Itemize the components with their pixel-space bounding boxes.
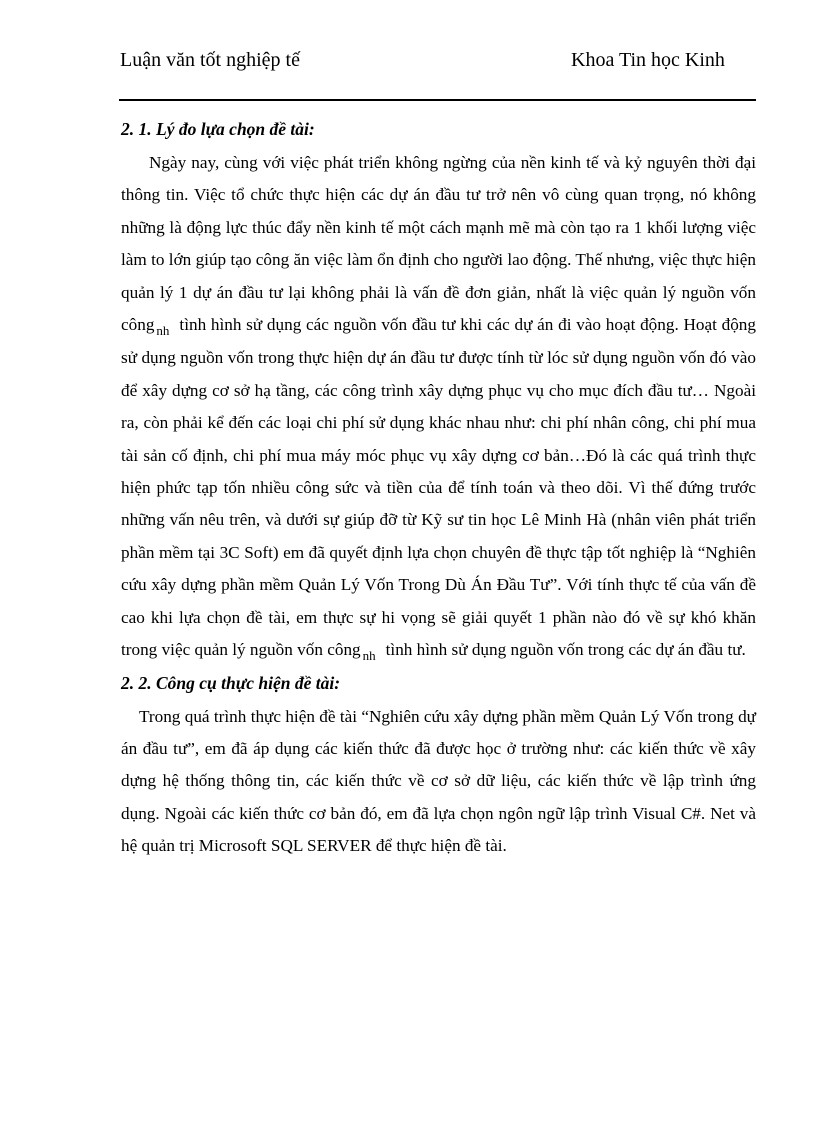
header-right-title: Khoa Tin học Kinh [571,49,725,71]
paragraph-1-text-b: tình hình sử dụng các nguồn vốn đầu tư khi các dự án đi vào hoạt động. Hoạt động sử dụng nguồn vốn trong thực hiện dự án đầu tư được tính từ lóc sử dụng nguồn vốn đó vào để xây dựng cơ sở hạ tầng, các công trình xây dựng phục vụ cho mục đích đầu tư… Ngoài ra, còn phải kể đến các loại chi phí sử dụng khác nhau như: chi phí nhân công, chi phí mua tài sản cố định, chi phí mua máy móc phục vụ xây dựng cơ bản…Đó là các quá trình thực hiện phức tạp tốn nhiều công sức và tiền của để tính toán và theo dõi. Vì thế đứng trước những vấn nêu trên, và dưới sự giúp đỡ từ Kỹ sư tin học Lê Minh Hà (nhân viên phát triển phần mềm tại 3C Soft) em đã quyết định lựa chọn chuyên đề thực tập tốt nghiệp là “Nghiên cứu xây dựng phần mềm Quản Lý Vốn Trong Dù Án Đầu Tư”. Với tính thực tế của vấn đề cao khi lựa chọn đề tài, em thực sự hi vọng sẽ giải quyết 1 phần nào đó về sự khó khăn trong việc quản lý nguồn vốn công [121,315,756,660]
section-heading-2: 2. 2. Công cụ thực hiện đề tài: [121,672,341,693]
document-body [121,116,756,863]
section-paragraph-2: Trong quá trình thực hiện đề tài “Nghiên cứu xây dựng phần mềm Quản Lý Vốn trong dự án đầu tư”, em đã áp dụng các kiến thức đã được học ở trường như: các kiến thức về xây dựng hệ thống thông tin, các kiến thức về cơ sở dữ liệu, các kiến thức về lập trình ứng dụng. Ngoài các kiến thức cơ bản đó, em đã lựa chọn ngôn ngữ lập trình Visual C#. Net và hệ quản trị Microsoft SQL SERVER để thực hiện đề tài. [121,706,756,856]
paragraph-1-subscript-a: nh [156,323,170,339]
paragraph-1-subscript-b: nh [362,648,376,664]
paragraph-1-text-c: tình hình sử dụng nguồn vốn trong các dự án đầu tư. [385,640,746,660]
section-heading-1: 2. 1. Lý đo lựa chọn đề tài: [121,119,315,139]
paragraph-1-text-a: Ngày nay, cùng với việc phát triển không ngừng của nền kinh tế và kỷ nguyên thời đại thông tin. Việc tổ chức thực hiện các dự án đầu tư trở nên vô cùng quan trọng, nó không những là động lực thúc đẩy nền kinh tế một cách mạnh mẽ mà còn tạo ra 1 khối lượng việc làm to lớn giúp tạo công ăn việc làm ổn định cho người lao động. Thế nhưng, việc thực hiện quản lý 1 dự án đầu tư lại không phải là vấn đề đơn giản, nhất là việc quản lý nguồn vốn công [121,153,756,335]
section-paragraph-1 [121,147,756,668]
header-left-title: Luận văn tốt nghiệp tế [120,49,300,71]
header-divider [119,99,756,101]
